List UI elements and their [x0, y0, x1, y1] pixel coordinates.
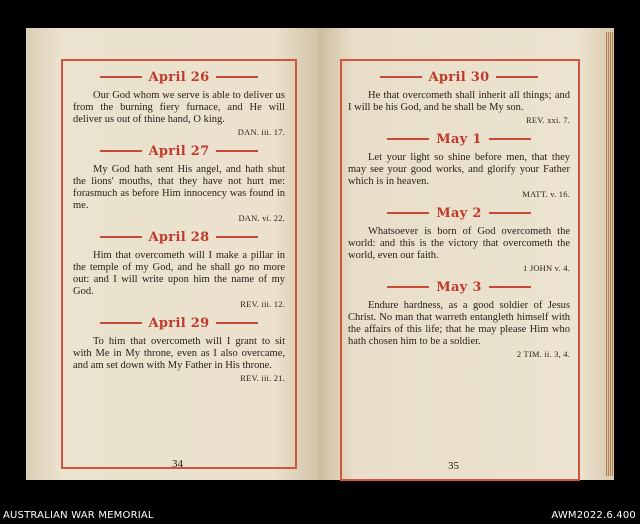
verse-text: Endure hardness, as a good soldier of Jesus Christ. No man that warreth entangleth himself with the affairs of this life; that he may please Him who hath chosen him to be a soldier.	[348, 300, 570, 347]
heading-label: April 29	[148, 315, 210, 331]
entry-may-2	[348, 203, 570, 273]
entry-heading	[73, 227, 285, 247]
verse-text: Let your light so shine before men, that they may see your good works, and glorify your Father which is in heaven.	[348, 152, 570, 187]
heading-rule	[216, 322, 258, 324]
verse-reference: REV. iii. 21.	[240, 373, 285, 383]
entry-heading	[73, 141, 285, 161]
verse-reference: DAN. iii. 17.	[237, 127, 285, 137]
heading-label: May 1	[436, 131, 482, 147]
entry-april-29	[73, 313, 285, 383]
heading-rule	[216, 150, 258, 152]
page-number: 34	[172, 458, 183, 470]
heading-rule	[100, 322, 142, 324]
entry-may-1	[348, 129, 570, 199]
heading-rule	[496, 76, 538, 78]
heading-label: April 26	[148, 69, 210, 85]
heading-label: May 3	[436, 279, 482, 295]
right-page-frame	[340, 59, 580, 481]
verse-reference: REV. iii. 12.	[240, 299, 285, 309]
heading-rule	[100, 150, 142, 152]
heading-label: April 28	[148, 229, 210, 245]
verse-reference: REV. xxi. 7.	[525, 115, 570, 125]
verse-reference: MATT. v. 16.	[522, 189, 570, 199]
heading-rule	[216, 76, 258, 78]
heading-rule	[489, 286, 531, 288]
entry-heading	[348, 203, 570, 223]
verse-reference: DAN. vi. 22.	[238, 213, 285, 223]
heading-rule	[216, 236, 258, 238]
heading-rule	[387, 138, 429, 140]
page-edge	[606, 32, 614, 476]
entry-may-3	[348, 277, 570, 359]
heading-rule	[489, 212, 531, 214]
verse-text: Our God whom we serve is able to deliver us from the burning fiery furnace, and He will deliver us out of thine hand, O king.	[73, 90, 285, 125]
left-page-frame	[61, 59, 297, 469]
heading-label: April 27	[148, 143, 210, 159]
verse-text: Whatsoever is born of God overcometh the world: and this is the victory that overcometh the world, even our faith.	[348, 226, 570, 261]
heading-rule	[100, 236, 142, 238]
entry-april-26	[73, 67, 285, 137]
entry-heading	[73, 67, 285, 87]
entry-april-30	[348, 67, 570, 125]
heading-rule	[100, 76, 142, 78]
verse-reference: 2 TIM. ii. 3, 4.	[516, 349, 570, 359]
heading-label: April 30	[428, 69, 490, 85]
entry-april-27	[73, 141, 285, 223]
entry-heading	[73, 313, 285, 333]
page-number: 35	[448, 460, 459, 472]
verse-text: He that overcometh shall inherit all things; and I will be his God, and he shall be My son.	[348, 90, 570, 113]
heading-rule	[380, 76, 422, 78]
heading-rule	[387, 286, 429, 288]
entry-april-28	[73, 227, 285, 309]
heading-rule	[387, 212, 429, 214]
verse-text: To him that overcometh will I grant to sit with Me in My throne, even as I also overcame, and am set down with My Father in His throne.	[73, 336, 285, 371]
heading-rule	[489, 138, 531, 140]
entry-heading	[348, 277, 570, 297]
open-book	[26, 28, 614, 480]
heading-label: May 2	[436, 205, 482, 221]
archive-caption-right: AWM2022.6.400	[551, 510, 636, 521]
entry-heading	[348, 129, 570, 149]
left-page	[26, 28, 318, 480]
archive-caption-left: AUSTRALIAN WAR MEMORIAL	[3, 510, 154, 521]
verse-text: Him that overcometh will I make a pillar in the temple of my God, and he shall go no more out: and I will write upon him the name of my God.	[73, 250, 285, 297]
verse-reference: 1 JOHN v. 4.	[523, 263, 570, 273]
verse-text: My God hath sent His angel, and hath shut the lions' mouths, that they have not hurt me: forasmuch as before Him innocency was found in me.	[73, 164, 285, 211]
entry-heading	[348, 67, 570, 87]
right-page	[318, 28, 614, 480]
